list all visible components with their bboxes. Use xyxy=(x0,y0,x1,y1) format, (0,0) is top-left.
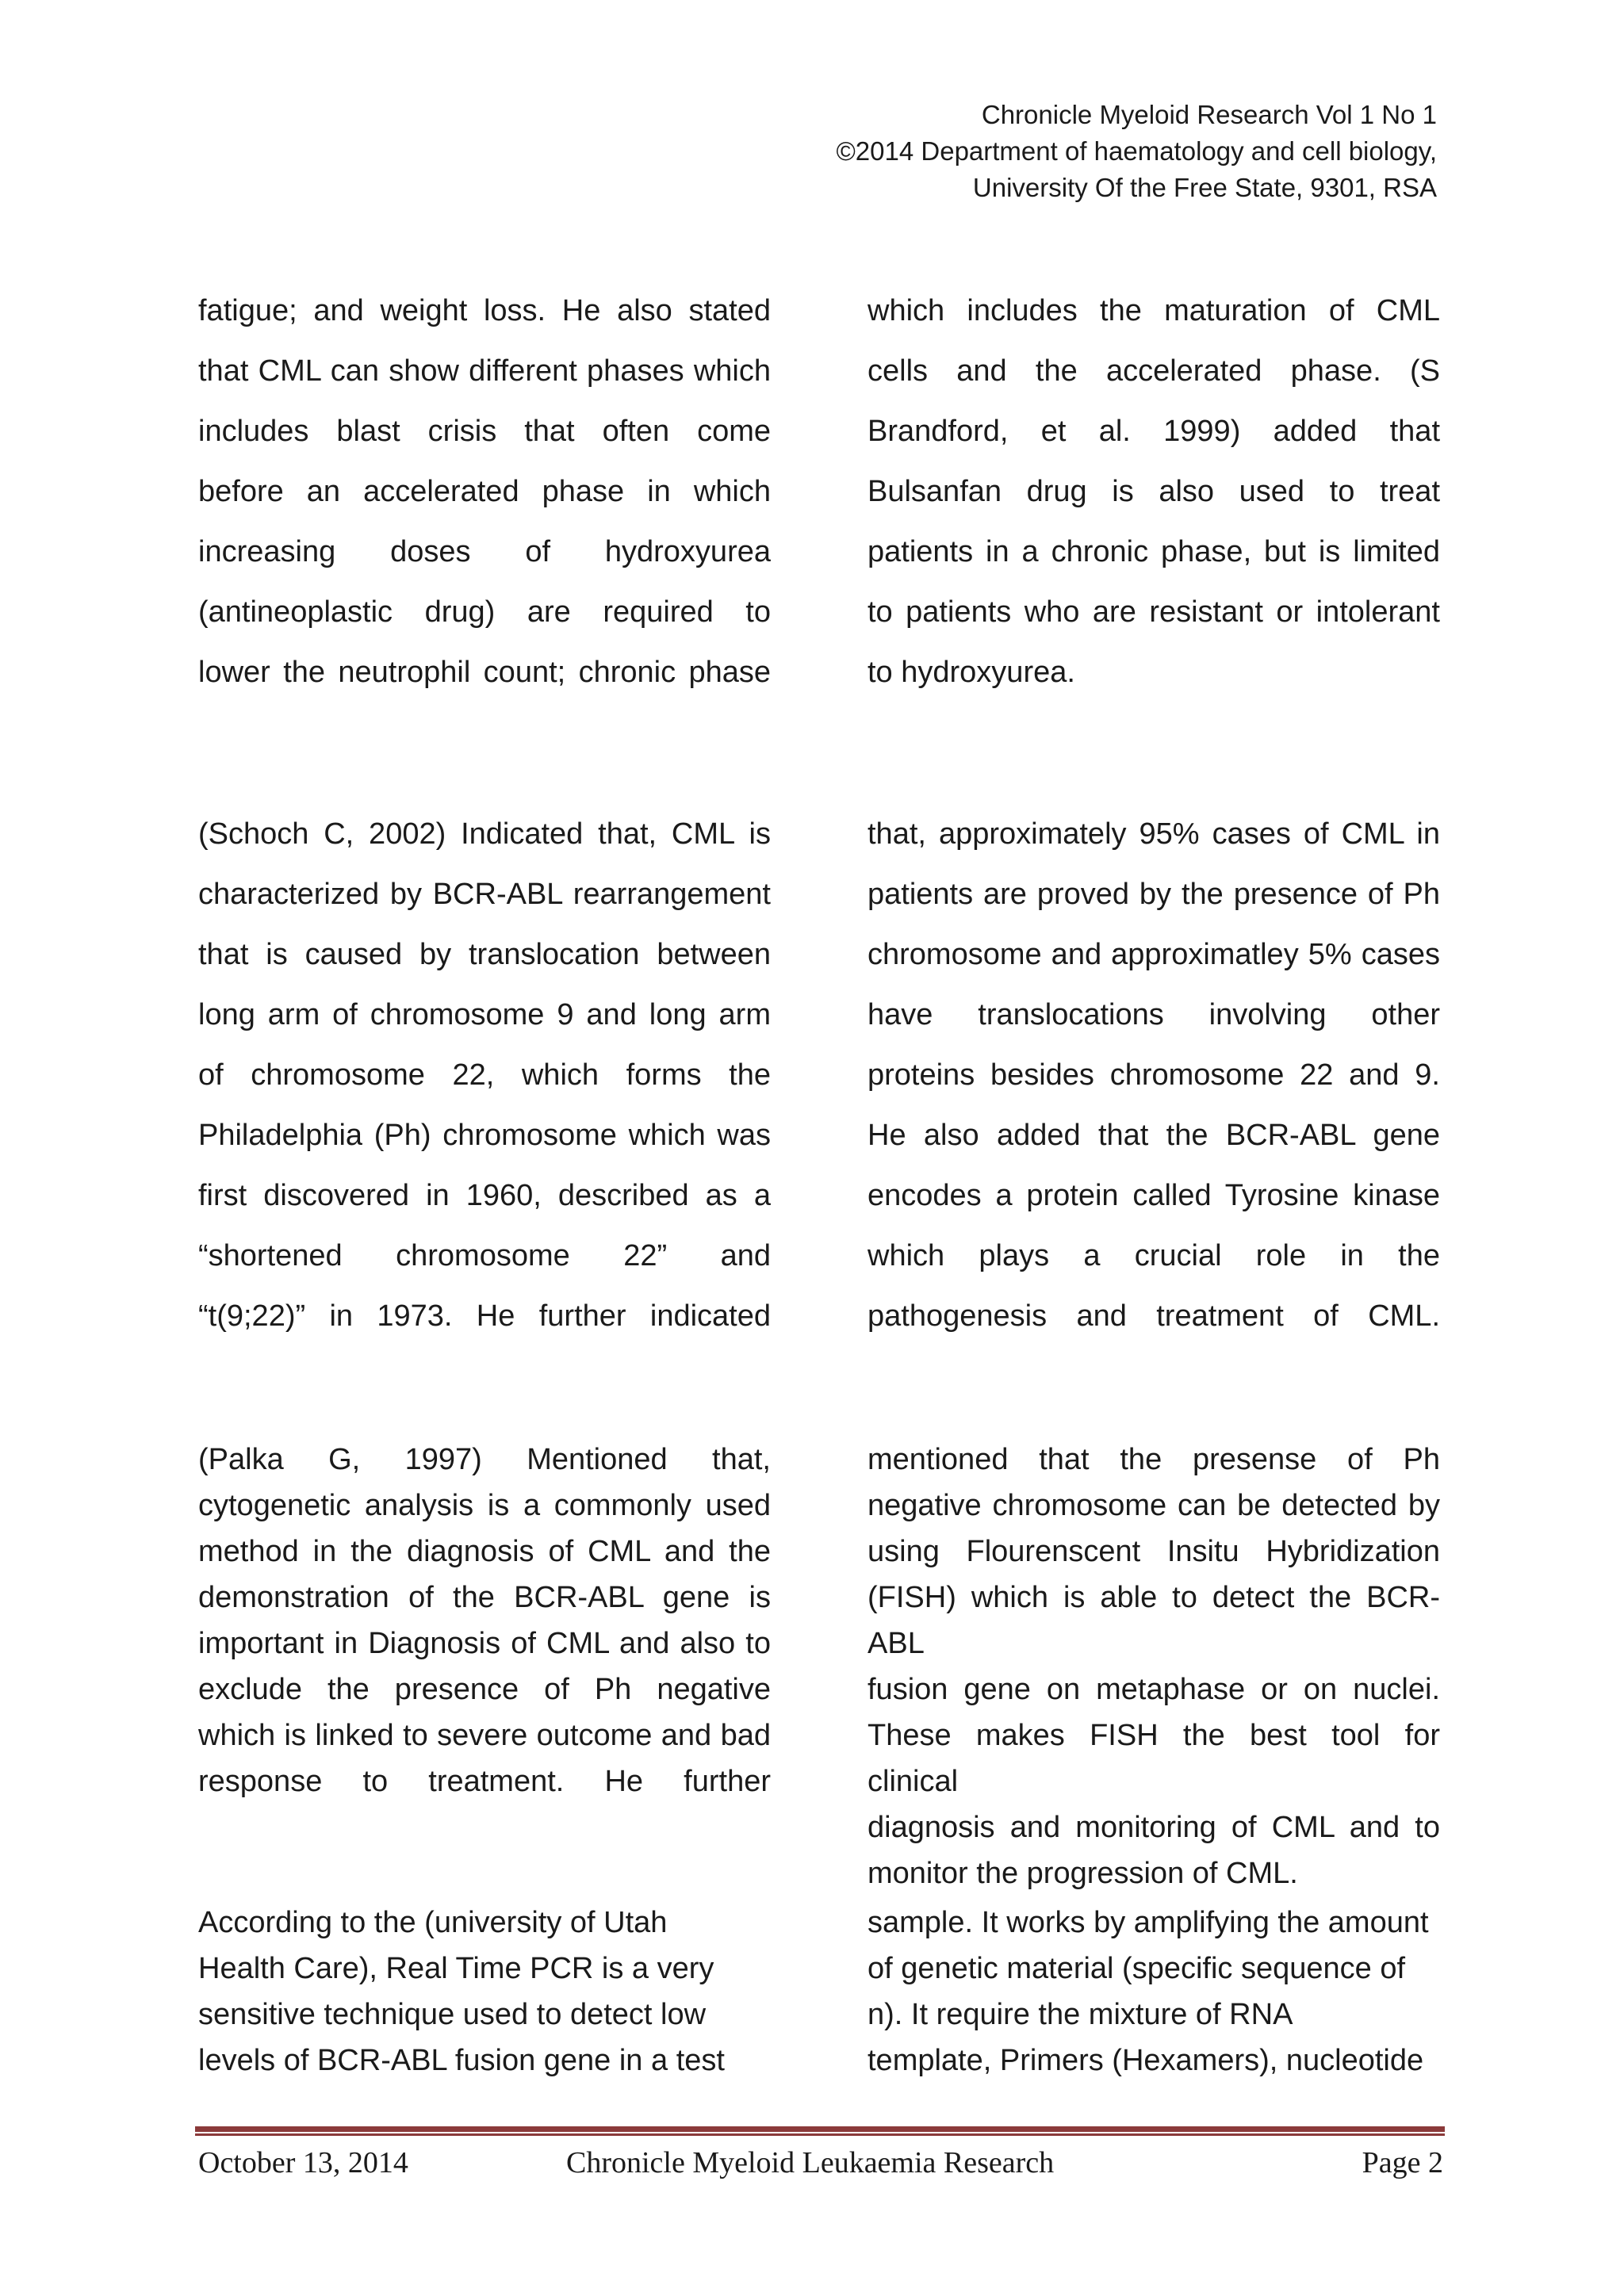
footer-rule-thick xyxy=(195,2126,1445,2132)
text-line: fatigue; and weight loss. He also stated xyxy=(198,294,771,327)
text-line: “shortened chromosome 22” and xyxy=(198,1239,771,1272)
footer-title: Chronicle Myeloid Leukaemia Research xyxy=(566,2146,1055,2179)
text-line: Philadelphia (Ph) chromosome which was xyxy=(198,1119,771,1152)
text-line: (Palka G, 1997) Mentioned that, xyxy=(198,1443,771,1476)
text-line: cells and the accelerated phase. (S xyxy=(868,354,1440,388)
copyright-line: ©2014 Department of haematology and cell biology, xyxy=(836,136,1437,166)
section-3-right-column xyxy=(868,1437,1440,1896)
text-line: method in the diagnosis of CML and the xyxy=(198,1535,771,1568)
text-line: lower the neutrophil count; chronic phase xyxy=(198,656,771,689)
text-line: demonstration of the BCR-ABL gene is xyxy=(198,1581,771,1614)
text-line: template, Primers (Hexamers), nucleotide xyxy=(868,2044,1424,2077)
text-line: He also added that the BCR-ABL gene xyxy=(868,1119,1440,1152)
text-line: chromosome and approximatley 5% cases xyxy=(868,938,1440,971)
text-line: levels of BCR-ABL fusion gene in a test xyxy=(198,2044,725,2077)
page-number: Page 2 xyxy=(1362,2146,1443,2179)
text-line: pathogenesis and treatment of CML. xyxy=(868,1299,1440,1333)
text-line: which includes the maturation of CML xyxy=(868,294,1440,327)
text-line: which plays a crucial role in the xyxy=(868,1239,1440,1272)
section-2-left-column xyxy=(198,804,771,1346)
section-1-right-column xyxy=(868,281,1440,702)
text-line: sensitive technique used to detect low xyxy=(198,1998,707,2031)
institution-line: University Of the Free State, 9301, RSA xyxy=(972,173,1437,202)
text-line: of chromosome 22, which forms the xyxy=(198,1058,771,1092)
text-line: that, approximately 95% cases of CML in xyxy=(868,817,1440,851)
footer-rule-thin xyxy=(195,2133,1445,2136)
text-line: that is caused by translocation between xyxy=(198,938,771,971)
text-line: According to the (university of Utah xyxy=(198,1906,668,1939)
text-line: have translocations involving other xyxy=(868,998,1440,1031)
text-line: first discovered in 1960, described as a xyxy=(198,1179,771,1212)
text-line: proteins besides chromosome 22 and 9. xyxy=(868,1058,1440,1092)
journal-title: Chronicle Myeloid Research Vol 1 No 1 xyxy=(981,100,1437,129)
text-line: cytogenetic analysis is a commonly used xyxy=(198,1489,771,1522)
text-line: negative chromosome can be detected by xyxy=(868,1489,1440,1522)
text-line: to patients who are resistant or intolerant xyxy=(868,595,1440,629)
text-line: patients are proved by the presence of Ph xyxy=(868,878,1440,911)
section-1-left-column xyxy=(198,281,771,702)
text-line: increasing doses of hydroxyurea xyxy=(198,535,771,568)
text-line: (Schoch C, 2002) Indicated that, CML is xyxy=(198,817,771,851)
text-line: n). It require the mixture of RNA xyxy=(868,1998,1293,2031)
text-line: exclude the presence of Ph negative xyxy=(198,1673,771,1706)
text-line: (antineoplastic drug) are required to xyxy=(198,595,771,629)
text-line: which is linked to severe outcome and bad xyxy=(198,1719,771,1752)
text-line: patients in a chronic phase, but is limited xyxy=(868,535,1440,568)
text-line: These makes FISH the best tool for clinical xyxy=(868,1719,1440,1798)
text-line: using Flourenscent Insitu Hybridization xyxy=(868,1535,1440,1568)
text-line: Brandford, et al. 1999) added that xyxy=(868,415,1440,448)
text-line: Health Care), Real Time PCR is a very xyxy=(198,1952,714,1985)
text-line: that CML can show different phases which xyxy=(198,354,771,388)
text-line: important in Diagnosis of CML and also to xyxy=(198,1627,771,1660)
text-line: monitor the progression of CML. xyxy=(868,1857,1298,1890)
text-line: fusion gene on metaphase or on nuclei. xyxy=(868,1673,1440,1706)
footer-date: October 13, 2014 xyxy=(198,2146,408,2179)
text-line: mentioned that the presense of Ph xyxy=(868,1443,1440,1476)
page-footer xyxy=(198,2145,1443,2185)
text-line: before an accelerated phase in which xyxy=(198,475,771,508)
section-4-left-column xyxy=(198,1900,771,2084)
text-line: response to treatment. He further xyxy=(198,1765,771,1798)
text-line: diagnosis and monitoring of CML and to xyxy=(868,1811,1440,1844)
section-3-left-column xyxy=(198,1437,771,1804)
text-line: of genetic material (specific sequence of xyxy=(868,1952,1406,1985)
section-2-right-column xyxy=(868,804,1440,1346)
footer-rule xyxy=(195,2126,1445,2137)
page-header xyxy=(723,97,1437,206)
text-line: Bulsanfan drug is also used to treat xyxy=(868,475,1440,508)
section-4-right-column xyxy=(868,1900,1440,2084)
text-line: “t(9;22)” in 1973. He further indicated xyxy=(198,1299,771,1333)
text-line: to hydroxyurea. xyxy=(868,656,1075,689)
text-line: sample. It works by amplifying the amount xyxy=(868,1906,1429,1939)
text-line: characterized by BCR-ABL rearrangement xyxy=(198,878,771,911)
text-line: encodes a protein called Tyrosine kinase xyxy=(868,1179,1440,1212)
text-line: (FISH) which is able to detect the BCR-ABL xyxy=(868,1581,1440,1660)
text-line: includes blast crisis that often come xyxy=(198,415,771,448)
text-line: long arm of chromosome 9 and long arm xyxy=(198,998,771,1031)
